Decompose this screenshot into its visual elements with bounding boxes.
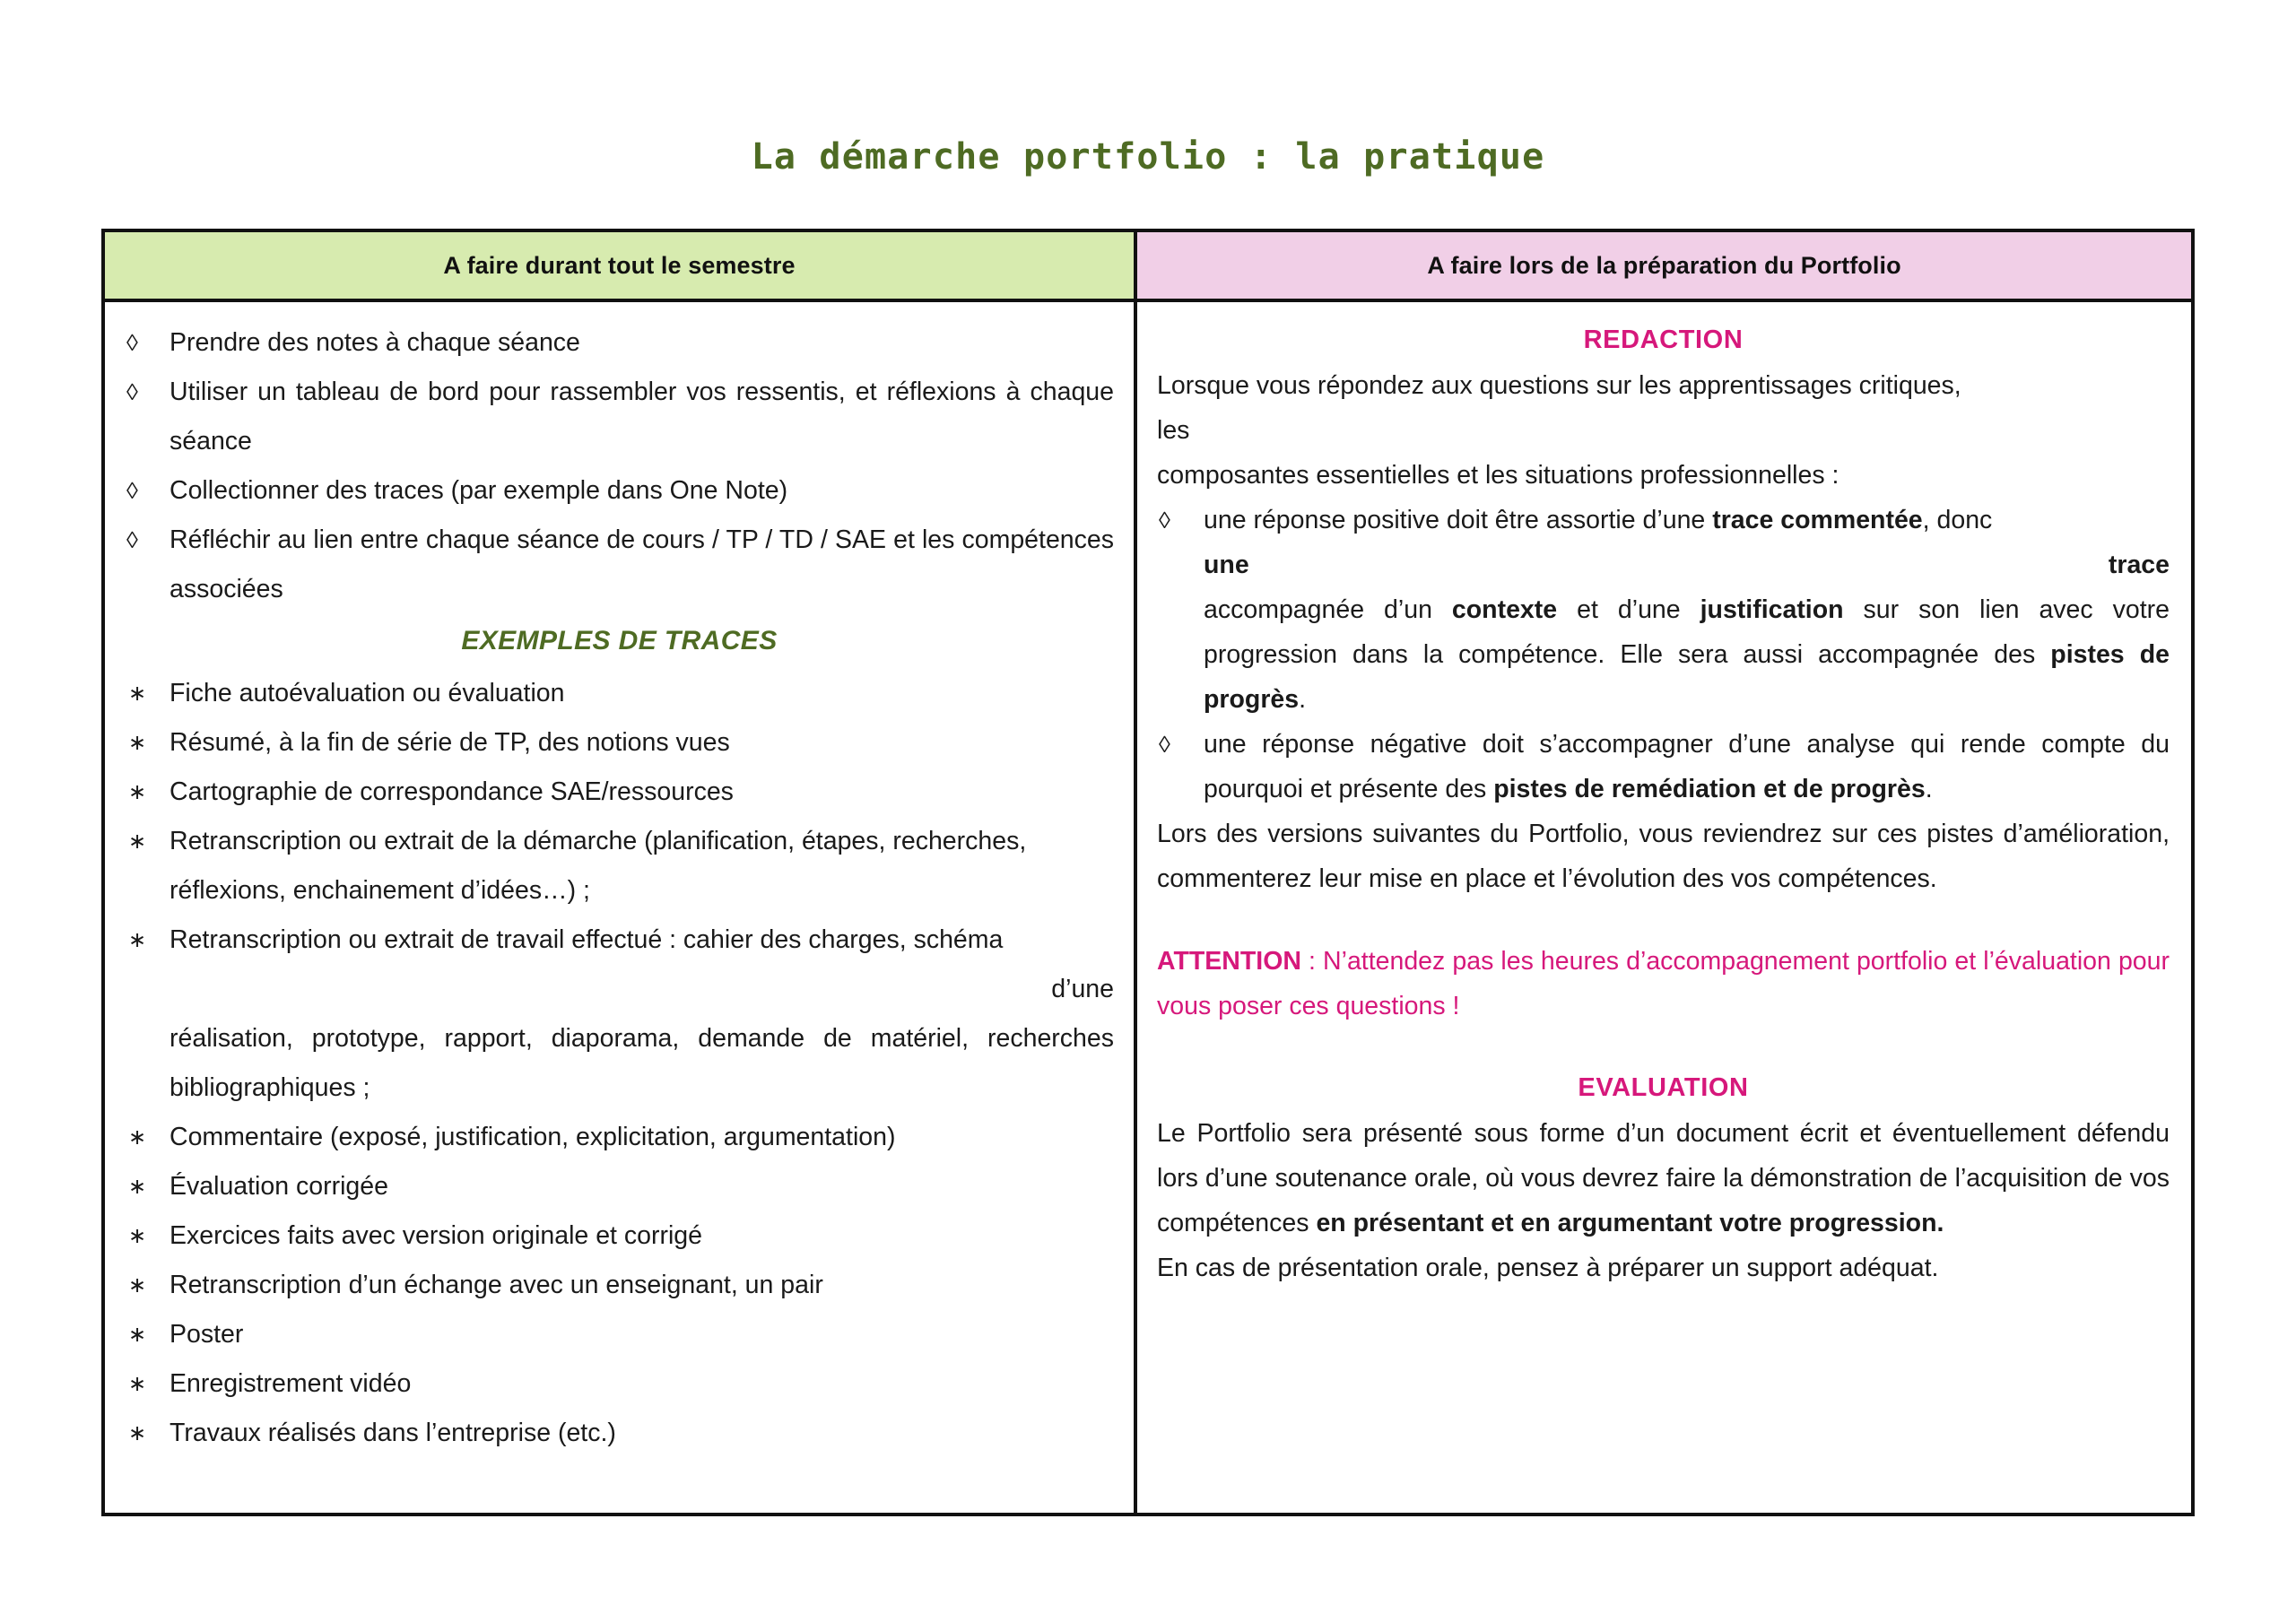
- section-heading-redaction: REDACTION: [1583, 325, 1744, 354]
- evaluation-text-bold: en présentant et en argumentant votre progression.: [1316, 1209, 1944, 1237]
- asterisk-bullet-icon: ∗: [128, 1273, 147, 1298]
- table-header-row: [105, 232, 2191, 302]
- diamond-bullet-icon: ◊: [1159, 731, 1170, 758]
- rule-text-bold: pistes de progrès: [1204, 640, 2170, 714]
- list-item-label: Enregistrement vidéo: [170, 1369, 412, 1398]
- list-item: [125, 1261, 1114, 1310]
- rule-text-part: , donc: [1922, 506, 1993, 534]
- rule-text-part: une réponse négative doit s’accompagner d’une analyse qui rende compte du pourquoi et présente des: [1204, 730, 2170, 803]
- list-item-label: Utiliser un tableau de bord pour rassembler vos ressentis, et réflexions à chaque séance: [170, 378, 1114, 456]
- list-item: [125, 1211, 1114, 1261]
- semester-task-list: [125, 318, 1114, 614]
- list-item-label: Retranscription ou extrait de la démarche (planification, étapes, recherches,: [170, 827, 1027, 855]
- list-item: [125, 768, 1114, 817]
- section-heading-evaluation: EVALUATION: [1578, 1073, 1749, 1102]
- list-item-label: Collectionner des traces (par exemple dans One Note): [170, 476, 788, 505]
- list-item: [125, 916, 1114, 1113]
- rule-text-part: une réponse positive doit être assortie d’une: [1204, 506, 1713, 534]
- list-item-label: Poster: [170, 1320, 244, 1349]
- list-item: [125, 817, 1114, 916]
- list-item: [1157, 722, 2170, 812]
- asterisk-bullet-icon: ∗: [128, 681, 147, 706]
- diamond-bullet-icon: ◊: [1159, 507, 1170, 534]
- attention-text: : N’attendez pas les heures d’accompagnement portfolio et l’évaluation pour vous poser ces questions !: [1157, 947, 2170, 1020]
- list-item: [125, 1310, 1114, 1359]
- asterisk-bullet-icon: ∗: [128, 731, 147, 755]
- justification-gap: [1249, 542, 2109, 587]
- rule-text-bold: justification: [1700, 595, 1844, 624]
- list-item-label: Fiche autoévaluation ou évaluation: [170, 679, 565, 707]
- spacer: [1157, 1028, 2170, 1066]
- list-item-label: Résumé, à la fin de série de TP, des notions vues: [170, 728, 730, 757]
- rule-text-bold: contexte: [1451, 595, 1558, 624]
- attention-label: ATTENTION: [1157, 947, 1301, 976]
- list-item: [125, 516, 1114, 614]
- diamond-bullet-icon: ◊: [126, 329, 138, 356]
- list-item: [125, 1359, 1114, 1409]
- diamond-bullet-icon: ◊: [126, 378, 138, 405]
- asterisk-bullet-icon: ∗: [128, 1175, 147, 1199]
- attention-paragraph: [1157, 939, 2170, 1028]
- rule-text-part: .: [1299, 685, 1307, 714]
- list-item-label: Exercices faits avec version originale et corrigé: [170, 1221, 703, 1250]
- list-item: [125, 466, 1114, 516]
- list-item: [1157, 498, 2170, 722]
- list-item: [125, 669, 1114, 718]
- list-item-label: Retranscription ou extrait de travail effectué : cahier des charges, schéma: [170, 925, 1004, 954]
- asterisk-bullet-icon: ∗: [128, 1372, 147, 1396]
- rule-justified-line: [1204, 542, 2170, 587]
- asterisk-bullet-icon: ∗: [128, 1224, 147, 1248]
- list-item-label-cont: réflexions, enchainement d’idées…) ;: [170, 876, 590, 905]
- rule-text-bold: pistes de remédiation et de progrès: [1493, 775, 1926, 803]
- evaluation-paragraph-2: En cas de présentation orale, pensez à préparer un support adéquat.: [1157, 1254, 1939, 1282]
- diamond-bullet-icon: ◊: [126, 477, 138, 504]
- asterisk-bullet-icon: ∗: [128, 780, 147, 804]
- rule-text-part: accompagnée d’un: [1204, 595, 1452, 624]
- diamond-bullet-icon: ◊: [126, 526, 138, 553]
- portfolio-table: [101, 229, 2195, 1516]
- list-item-label-cont2: réalisation, prototype, rapport, diaporama, demande de matériel, recherches bibliographiques ;: [170, 1024, 1114, 1102]
- list-item-label: Réfléchir au lien entre chaque séance de cours / TP / TD / SAE et les compétences associées: [170, 525, 1114, 603]
- cell-semester-tasks: [105, 302, 1137, 1513]
- redaction-closing-paragraph: Lors des versions suivantes du Portfolio, vous reviendrez sur ces pistes d’amélioration, commenterez leur mise en place et l’évolution des vos compétences.: [1157, 820, 2170, 893]
- section-heading-exemples-de-traces: EXEMPLES DE TRACES: [461, 626, 778, 655]
- list-item-label: Retranscription d’un échange avec un enseignant, un pair: [170, 1271, 823, 1299]
- redaction-intro-line-2: les: [1157, 416, 1190, 445]
- list-item-label: Cartographie de correspondance SAE/ressources: [170, 777, 734, 806]
- list-item-label-cont: d’une: [1051, 975, 1114, 1003]
- table-body-row: [105, 302, 2191, 1513]
- list-item: [125, 718, 1114, 768]
- column-header-preparation: A faire lors de la préparation du Portfolio: [1137, 232, 2191, 299]
- list-item: [125, 1409, 1114, 1458]
- rule-word-une: une: [1204, 551, 1249, 579]
- spacer: [1157, 901, 2170, 939]
- rule-word-trace: trace: [2108, 551, 2170, 579]
- evaluation-paragraph-1: [1157, 1111, 2170, 1245]
- rule-text-part: et d’une: [1557, 595, 1700, 624]
- cell-preparation-tasks: [1137, 302, 2191, 1513]
- list-item-label: Commentaire (exposé, justification, explicitation, argumentation): [170, 1123, 896, 1151]
- asterisk-bullet-icon: ∗: [128, 1421, 147, 1445]
- redaction-intro-line-3: composantes essentielles et les situations professionnelles :: [1157, 461, 1839, 490]
- rule-text-part: sur son lien avec votre progression dans la compétence. Elle sera aussi accompagnée des: [1204, 595, 2170, 669]
- redaction-intro-line-1: Lorsque vous répondez aux questions sur les apprentissages critiques,: [1157, 371, 1961, 400]
- asterisk-bullet-icon: ∗: [128, 928, 147, 952]
- list-item: [125, 1162, 1114, 1211]
- asterisk-bullet-icon: ∗: [128, 829, 147, 854]
- list-item-label: Évaluation corrigée: [170, 1172, 388, 1201]
- asterisk-bullet-icon: ∗: [128, 1125, 147, 1150]
- redaction-rules-list: [1157, 498, 2170, 812]
- page-title: La démarche portfolio : la pratique: [751, 136, 1545, 178]
- list-item-label: Travaux réalisés dans l’entreprise (etc.): [170, 1419, 616, 1447]
- list-item: [125, 368, 1114, 466]
- list-item: [125, 1113, 1114, 1162]
- list-item: [125, 318, 1114, 368]
- column-header-semester: A faire durant tout le semestre: [105, 232, 1137, 299]
- evaluation-text-part: Le Portfolio sera présenté sous forme d’un document écrit et éventuellement défendu lors d’une soutenance orale, où vous devrez faire la démonstration de l’acquisition de vos compétences: [1157, 1119, 2170, 1237]
- rule-text-bold: trace commentée: [1712, 506, 1923, 534]
- asterisk-bullet-icon: ∗: [128, 1323, 147, 1347]
- list-item-label: Prendre des notes à chaque séance: [170, 328, 580, 357]
- rule-text-part: .: [1925, 775, 1933, 803]
- traces-example-list: [125, 669, 1114, 1458]
